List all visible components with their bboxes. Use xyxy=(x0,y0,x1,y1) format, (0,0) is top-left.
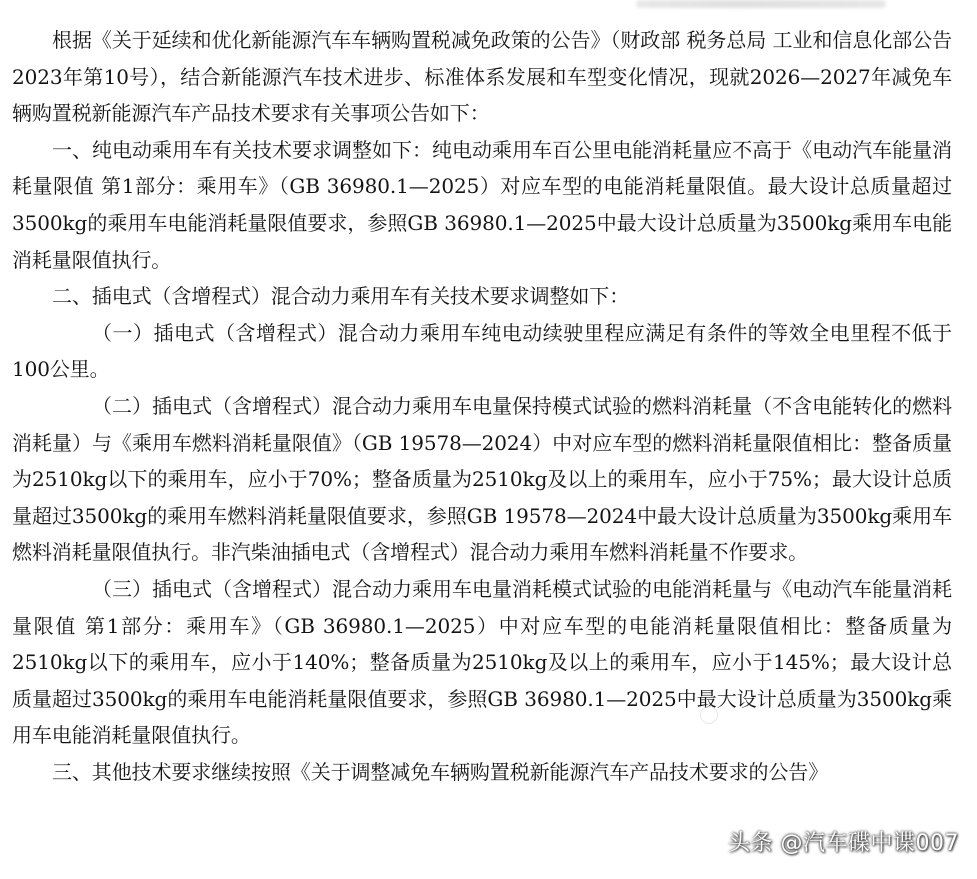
paragraph-section-3: 三、其他技术要求继续按照《关于调整减免车辆购置税新能源汽车产品技术要求的公告》 xyxy=(52,759,829,784)
blurred-header-text xyxy=(636,0,886,8)
paragraph-section-2: 二、插电式（含增程式）混合动力乘用车有关技术要求调整如下： xyxy=(52,284,630,309)
watermark-text: 头条 @汽车碟中谍007 xyxy=(728,831,959,856)
paragraph-section-2-item-2: （二）插电式（含增程式）混合动力乘用车电量保持模式试验的燃料消耗量（不含电能转化的燃料消耗量）与《乘用车燃料消耗量限值》（GB 19578—2024）中对应车型的燃料消耗量限值相比：整备质量为2510kg以下的乘用车，应小于70%；整备质量为2510kg及以上的乘用车，应小于75%；最大设计总质量超过3500kg的乘用车燃料消耗量限值要求，参照GB 19578—2024中最大设计总质量为3500kg乘用车燃料消耗量限值执行。非汽柴油插电式（含增程式）混合动力乘用车燃料消耗量不作要求。 xyxy=(12,393,952,565)
paragraph-section-1: 一、纯电动乘用车有关技术要求调整如下：纯电动乘用车百公里电能消耗量应不高于《电动汽车能量消耗量限值 第1部分：乘用车》（GB 36980.1—2025）对应车型的电能消耗量限值。最大设计总质量超过3500kg的乘用车电能消耗量限值要求，参照GB 36980.1—2025中最大设计总质量为3500kg乘用车电能消耗量限值执行。 xyxy=(12,137,952,272)
paragraph-section-2-item-1: （一）插电式（含增程式）混合动力乘用车纯电动续驶里程应满足有条件的等效全电里程不低于100公里。 xyxy=(12,320,952,382)
document-body xyxy=(12,22,952,790)
paragraph-intro: 根据《关于延续和优化新能源汽车车辆购置税减免政策的公告》（财政部 税务总局 工业和信息化部公告2023年第10号），结合新能源汽车技术进步、标准体系发展和车型变化情况，现就2026—2027年减免车辆购置税新能源汽车产品技术要求有关事项公告如下： xyxy=(12,28,952,126)
paragraph-section-2-item-3: （三）插电式（含增程式）混合动力乘用车电量消耗模式试验的电能消耗量与《电动汽车能量消耗量限值 第1部分：乘用车》（GB 36980.1—2025）中对应车型的电能消耗量限值相比：整备质量为2510kg以下的乘用车，应小于140%；整备质量为2510kg及以上的乘用车，应小于145%；最大设计总质量超过3500kg的乘用车电能消耗量限值要求，参照GB 36980.1—2025中最大设计总质量为3500kg乘用车电能消耗量限值执行。 xyxy=(12,576,952,748)
faint-watermark-mark xyxy=(700,706,718,724)
